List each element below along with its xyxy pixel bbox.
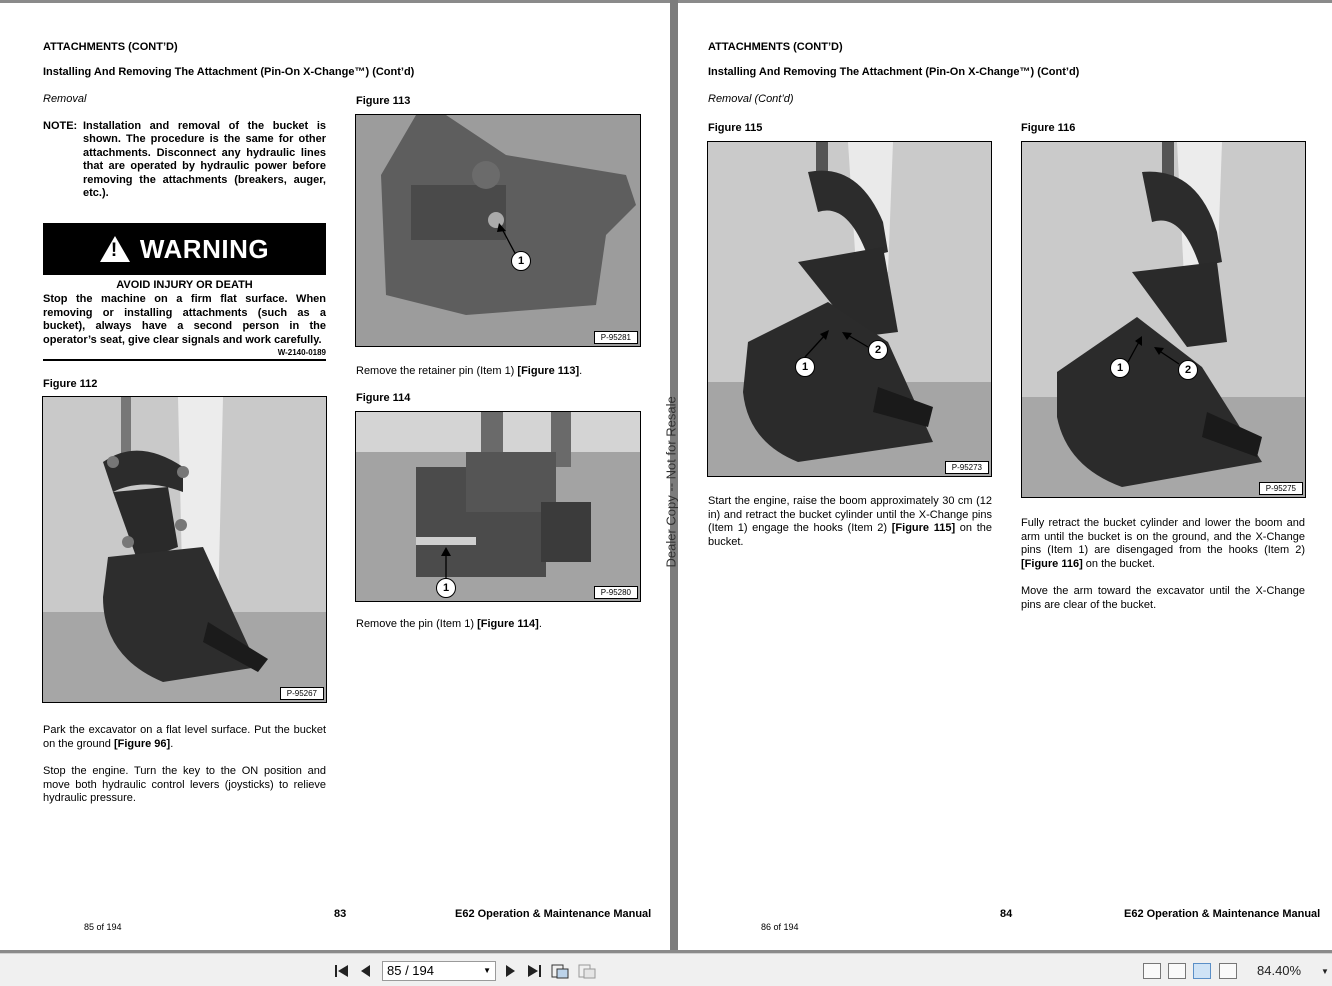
- warning-triangle-icon: [100, 236, 130, 262]
- section-subtitle: Installing And Removing The Attachment (Pin-On X-Change™) (Cont’d): [43, 66, 415, 78]
- manual-title: E62 Operation & Maintenance Manual: [455, 908, 652, 920]
- continuous-view-icon[interactable]: [1168, 963, 1186, 979]
- viewer-toolbar: [0, 953, 1332, 986]
- note-block: [43, 120, 326, 200]
- warning-label: WARNING: [139, 233, 270, 264]
- continuous-facing-view-icon[interactable]: [1219, 963, 1237, 979]
- figure-116-label: Figure 116: [1021, 122, 1076, 134]
- pdf-page-label: 85 of 194: [84, 922, 122, 932]
- caption-114-text: Remove the pin (Item 1): [356, 618, 478, 630]
- right-page: [678, 3, 1332, 950]
- warning-code: W-2140-0189: [277, 348, 326, 357]
- page-number: 84: [1000, 908, 1013, 920]
- paragraph-park: [43, 724, 326, 751]
- paragraph-park-text: Park the excavator on a flat level surface. Put the bucket on the ground: [43, 724, 326, 750]
- figure-115-callout-2: 2: [868, 340, 888, 360]
- last-page-icon: [526, 964, 542, 978]
- caption-figure-114: [356, 618, 641, 632]
- figure-ref-96: [Figure 96]: [113, 737, 171, 750]
- figure-115-callout-1: 1: [795, 357, 815, 377]
- caption-113-end: .: [579, 365, 583, 377]
- paragraph-retract-text: Fully retract the bucket cylinder and lower the boom and arm until the bucket is on the ground, and the X-Change pins (Item 1) are disengaged from the hooks (Item 2): [1021, 517, 1305, 557]
- figure-116-code: P-95275: [1259, 482, 1303, 495]
- single-page-view-icon[interactable]: [1143, 963, 1161, 979]
- facing-view-icon[interactable]: [1193, 963, 1211, 979]
- page-number-input[interactable]: [382, 961, 496, 981]
- warning-title: AVOID INJURY OR DEATH: [116, 279, 253, 291]
- figure-114-photo: [355, 411, 641, 602]
- previous-page-icon: [359, 964, 373, 978]
- figure-112-code: P-95267: [280, 687, 324, 700]
- next-page-button[interactable]: [501, 962, 519, 980]
- paragraph-raise-boom-end: on the bucket.: [708, 522, 993, 548]
- first-page-icon: [334, 964, 350, 978]
- figure-ref-114: [Figure 114]: [477, 618, 539, 630]
- note-label: NOTE:: [43, 120, 78, 132]
- figure-113-callout: 1: [511, 251, 531, 271]
- left-page: [0, 3, 670, 950]
- paragraph-retract: [1021, 517, 1305, 571]
- section-title: ATTACHMENTS (CONT’D): [708, 41, 843, 53]
- removal-heading: Removal: [43, 93, 87, 105]
- figure-113-code: P-95281: [594, 331, 638, 344]
- figure-115-code: P-95273: [945, 461, 989, 474]
- removal-heading: Removal (Cont’d): [708, 93, 794, 105]
- warning-text: Stop the machine on a firm flat surface. When removing or installing attachments (such as a bucket), always have a second person in the operator’s seat, give clear signals and work carefully.: [43, 293, 326, 346]
- watermark: Dealer Copy -- Not for Resale: [663, 396, 679, 568]
- manual-title: E62 Operation & Maintenance Manual: [1124, 908, 1321, 920]
- figure-ref-113: [Figure 113]: [517, 365, 580, 377]
- go-back-button[interactable]: [551, 962, 569, 980]
- paragraph-retract-end: on the bucket.: [1082, 557, 1155, 570]
- next-page-icon: [503, 964, 517, 978]
- figure-ref-116: [Figure 116]: [1021, 557, 1083, 570]
- figure-113-label: Figure 113: [356, 95, 411, 107]
- caption-113-text: Remove the retainer pin (Item 1): [356, 365, 518, 377]
- chevron-down-icon[interactable]: ▼: [483, 966, 491, 975]
- figure-116-photo: [1021, 141, 1306, 498]
- paragraph-raise-boom-text: Start the engine, raise the boom approximately 30 cm (12 in) and retract the bucket cylinder until the X-Change pins (Item 1) engage the hooks (Item 2): [708, 495, 992, 535]
- figure-112-label: Figure 112: [43, 378, 98, 390]
- pdf-page-label: 86 of 194: [761, 922, 799, 932]
- warning-rule: [43, 359, 326, 361]
- go-forward-button[interactable]: [578, 962, 596, 980]
- figure-114-label: Figure 114: [356, 392, 411, 404]
- figure-112-photo: [42, 396, 327, 703]
- zoom-level[interactable]: 84.40%: [1257, 963, 1302, 978]
- first-page-button[interactable]: [333, 962, 351, 980]
- note-text: Installation and removal of the bucket is shown. The procedure is the same for other attachments. Disconnect any hydraulic lines that are operated by hydraulic power before removing the attachments (breakers, auger, etc.).: [83, 120, 326, 200]
- last-page-button[interactable]: [525, 962, 543, 980]
- figure-115-label: Figure 115: [708, 122, 763, 134]
- figure-115-photo: [707, 141, 992, 477]
- zoom-dropdown-icon[interactable]: ▼: [1321, 966, 1329, 976]
- figure-116-callout-1: 1: [1110, 358, 1130, 378]
- paragraph-park-end: .: [170, 737, 174, 750]
- figure-116-callout-2: 2: [1178, 360, 1198, 380]
- paragraph-raise-boom: [708, 495, 992, 549]
- figure-113-photo: [355, 114, 641, 347]
- page-number-value: 85 / 194: [387, 963, 434, 978]
- page-number: 83: [334, 908, 347, 920]
- section-subtitle: Installing And Removing The Attachment (Pin-On X-Change™) (Cont’d): [708, 66, 1080, 78]
- caption-figure-113: [356, 365, 641, 379]
- paragraph-move-arm: Move the arm toward the excavator until the X-Change pins are clear of the bucket.: [1021, 585, 1305, 611]
- go-back-icon: [551, 963, 569, 979]
- previous-page-button[interactable]: [357, 962, 375, 980]
- figure-ref-115: [Figure 115]: [891, 522, 956, 535]
- caption-114-end: .: [538, 618, 542, 630]
- go-forward-icon: [578, 963, 596, 979]
- figure-114-code: P-95280: [594, 586, 638, 599]
- figure-114-callout: 1: [436, 578, 456, 598]
- warning-banner: [43, 223, 326, 275]
- paragraph-stop-engine: Stop the engine. Turn the key to the ON position and move both hydraulic control levers (joysticks) to relieve hydraulic pressure.: [43, 765, 326, 805]
- section-title: ATTACHMENTS (CONT’D): [43, 41, 178, 53]
